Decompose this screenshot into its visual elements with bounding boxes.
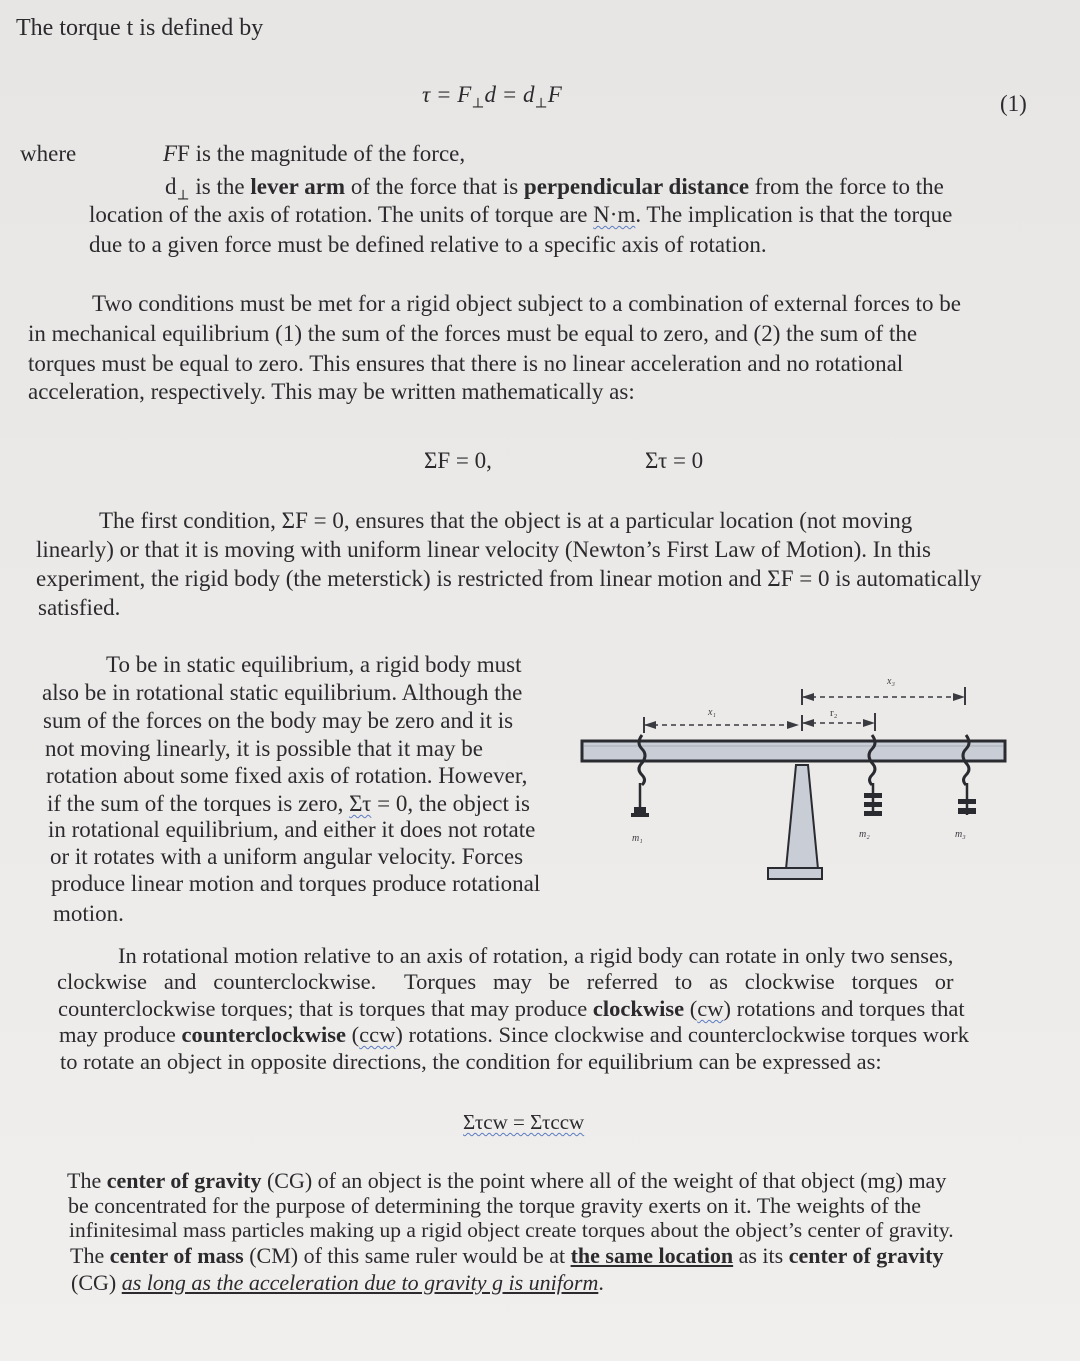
center-of-gravity-bold: center of gravity xyxy=(106,1168,262,1193)
center-of-gravity-bold-2: center of gravity xyxy=(788,1243,944,1268)
torque-equation xyxy=(422,82,562,113)
eq1-sub2: ⊥ xyxy=(534,96,548,112)
d-mid: of the force that is xyxy=(350,174,519,199)
cw-abbrev: cw xyxy=(697,996,724,1021)
cw-ccw-equation: Στcw = Στccw xyxy=(463,1110,585,1134)
static-line-6 xyxy=(47,789,530,818)
first-cond-line-1: The first condition, ΣF = 0, ensures that the object is at a particular location (not moving xyxy=(99,508,913,533)
cg-line-4 xyxy=(70,1241,944,1270)
equation-number: (1) xyxy=(1000,91,1027,116)
meterstick-diagram xyxy=(570,665,1020,890)
dimension-x2 xyxy=(802,707,875,731)
static-line-7: in rotational equilibrium, and either it does not rotate xyxy=(48,817,536,842)
label-m1: m₁ xyxy=(632,833,643,844)
dimension-x1 xyxy=(644,707,799,733)
center-of-mass-bold: center of mass xyxy=(109,1243,244,1268)
static-line-2: also be in rotational static equilibrium. Although the xyxy=(42,680,523,705)
rot-l4-b: ) rotations. Since clockwise and counterclockwise torques work xyxy=(395,1022,969,1047)
static-line-3: sum of the forces on the body may be zero and it is xyxy=(43,708,514,733)
label-x3: x₃ xyxy=(887,676,895,687)
intro-text: The torque t is defined by xyxy=(16,15,264,41)
rotational-line-5: to rotate an object in opposite directions, the condition for equilibrium can be expressed as: xyxy=(60,1049,882,1074)
def-force: FF is the magnitude of the force, xyxy=(163,141,466,166)
cg-l1-a: The xyxy=(67,1168,102,1193)
perpendicular-distance-bold: perpendicular distance xyxy=(523,174,750,199)
cg-line-2: be concentrated for the purpose of determining the torque gravity exerts on it. The weights of the xyxy=(68,1193,922,1218)
cg-l5-a: (CG) xyxy=(71,1270,117,1295)
rot-l3-paren: ( xyxy=(689,996,698,1021)
cg-line-5 xyxy=(71,1268,604,1297)
def-force-text: F is the magnitude of the force, xyxy=(177,141,466,166)
support-stand xyxy=(768,765,822,879)
uniform-gravity-note: as long as the acceleration due to gravity g is uniform xyxy=(121,1270,599,1295)
sum-torque-eq: Στ = 0 xyxy=(645,448,704,473)
conditions-line-4: acceleration, respectively. This may be written mathematically as: xyxy=(28,379,635,404)
static-line-1: To be in static equilibrium, a rigid body must xyxy=(106,652,522,677)
line2-b: . The implication is that the torque xyxy=(635,202,953,227)
conditions-line-1: Two conditions must be met for a rigid object subject to a combination of external forces to be xyxy=(92,291,961,316)
static-line-10: motion. xyxy=(53,901,124,926)
static-line-9: produce linear motion and torques produce rotational xyxy=(51,871,541,896)
counterclockwise-bold: counterclockwise xyxy=(181,1022,347,1047)
first-cond-line-3: experiment, the rigid body (the meterstick) is restricted from linear motion and ΣF = 0 is automatically xyxy=(36,566,982,591)
d-symbol: d xyxy=(165,174,177,199)
static-line-6-b: = 0, the object is xyxy=(377,791,530,816)
sum-force-eq: ΣF = 0, xyxy=(424,448,492,473)
d-sub: ⊥ xyxy=(176,188,190,204)
rotational-line-2: clockwise and counterclockwise. Torques may be referred to as clockwise torques or xyxy=(57,969,954,994)
cg-l4-a: The xyxy=(70,1243,105,1268)
static-line-6-a: if the sum of the torques is zero, xyxy=(47,791,344,816)
ccw-abbrev: ccw xyxy=(359,1022,396,1047)
lever-arm-bold: lever arm xyxy=(250,174,346,199)
cg-l4-c: as its xyxy=(738,1243,784,1268)
eq1-lhs: τ xyxy=(422,82,431,107)
same-location-underlined: the same location xyxy=(570,1243,734,1268)
static-line-4: not moving linearly, it is possible that it may be xyxy=(45,736,484,761)
label-m2: m₂ xyxy=(859,829,870,840)
d-is: is the xyxy=(195,174,245,199)
d-tail: from the force to the xyxy=(754,174,944,199)
where-label: where xyxy=(20,141,77,166)
def-line3: due to a given force must be defined relative to a specific axis of rotation. xyxy=(89,232,767,257)
cg-l4-b: (CM) of this same ruler would be at xyxy=(249,1243,566,1268)
rotational-line-1: In rotational motion relative to an axis of rotation, a rigid body can rotate in only two senses, xyxy=(118,943,954,968)
label-m3: m₃ xyxy=(955,829,966,840)
eq1-sub1: ⊥ xyxy=(471,96,485,112)
rot-l4-paren: ( xyxy=(351,1022,360,1047)
rot-l4-a: may produce xyxy=(59,1022,176,1047)
clockwise-bold: clockwise xyxy=(592,996,685,1021)
dimension-x3 xyxy=(802,676,965,705)
label-x2: r₂ xyxy=(830,707,838,719)
first-cond-line-4: satisfied. xyxy=(38,595,121,620)
rot-l3-b: ) rotations and torques that xyxy=(723,996,965,1021)
eq1-deq: d = d xyxy=(484,82,535,107)
def-line2 xyxy=(89,200,952,229)
eq1-mid: = F xyxy=(435,82,472,107)
static-line-5: rotation about some fixed axis of rotation. However, xyxy=(46,763,528,788)
cg-line-3: infinitesimal mass particles making up a rigid object create torques about the object’s center of gravity. xyxy=(69,1218,954,1242)
conditions-line-3: torques must be equal to zero. This ensures that there is no linear acceleration and no rotational xyxy=(28,351,904,376)
line2-a: location of the axis of rotation. The units of torque are xyxy=(89,202,588,227)
static-line-8: or it rotates with a uniform angular velocity. Forces xyxy=(50,844,524,869)
first-cond-line-2: linearly) or that it is moving with uniform linear velocity (Newton’s First Law of Motion). In this xyxy=(36,537,931,562)
label-x1: x₁ xyxy=(708,707,716,718)
rot-l3-a: counterclockwise torques; that is torques that may produce xyxy=(58,996,588,1021)
units-nm: N·m xyxy=(593,202,636,227)
cg-l5-end: . xyxy=(598,1270,604,1295)
static-sum-torque: Στ xyxy=(349,791,372,816)
rotational-line-3 xyxy=(58,994,965,1023)
eq1-rhs: F xyxy=(547,82,562,107)
conditions-line-2: in mechanical equilibrium (1) the sum of the forces must be equal to zero, and (2) the sum of the xyxy=(28,321,918,346)
cg-l1-b: (CG) of an object is the point where all of the weight of that object (mg) may xyxy=(266,1168,947,1193)
rotational-line-4 xyxy=(59,1020,969,1049)
